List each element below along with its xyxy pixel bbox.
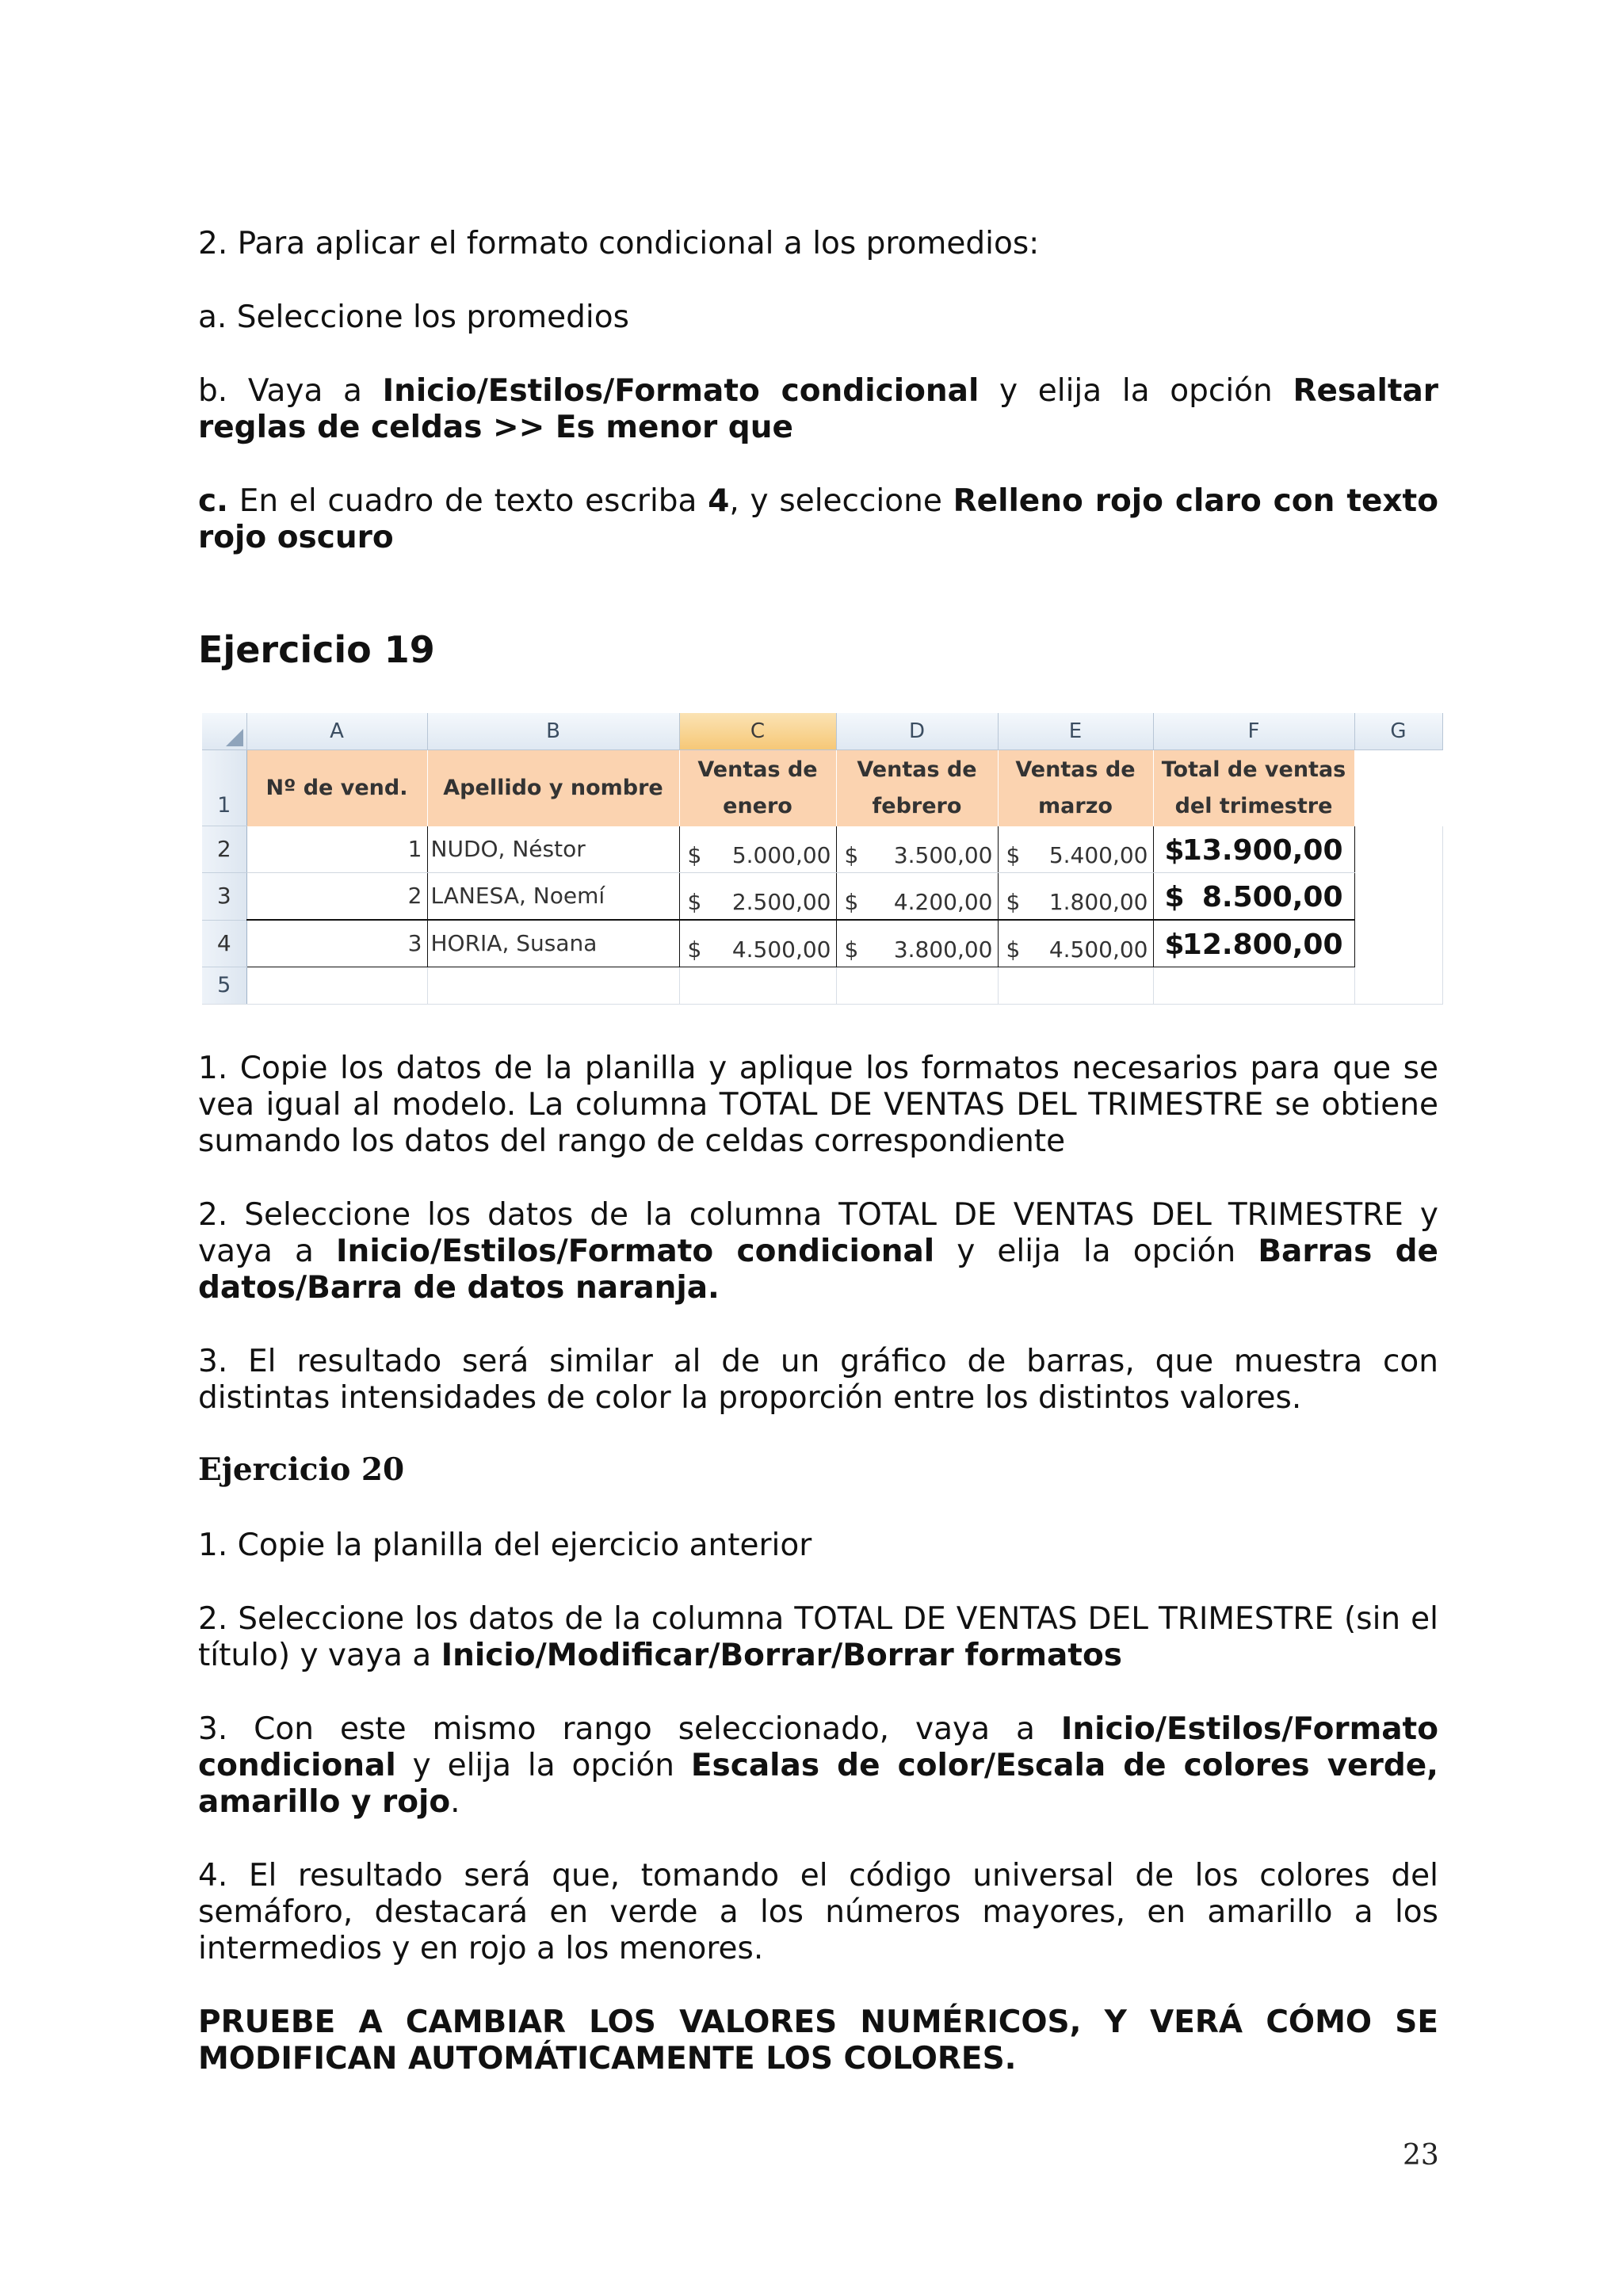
- cell-enero[interactable]: $ 5.000,00: [679, 826, 836, 873]
- header-ventas-febrero[interactable]: Ventas de febrero: [836, 750, 998, 826]
- step-c: c. En el cuadro de texto escriba 4, y seleccione Relleno rojo claro con texto rojo oscuro: [198, 483, 1438, 555]
- intro-paragraph: 2. Para aplicar el formato condicional a los promedios:: [198, 226, 1040, 261]
- cell-nombre[interactable]: NUDO, Néstor: [427, 826, 679, 873]
- header-num-vendedor[interactable]: Nº de vend.: [246, 750, 427, 826]
- table-header-row: [202, 750, 1442, 826]
- cell-marzo[interactable]: $ 5.400,00: [998, 826, 1153, 873]
- row-header-5[interactable]: 5: [202, 967, 246, 1005]
- ejercicio-19-title: Ejercicio 19: [198, 628, 435, 671]
- spreadsheet: [202, 713, 1443, 1005]
- cell-vendedor-num[interactable]: 3: [246, 920, 427, 967]
- table-row-empty: [202, 967, 1442, 1005]
- cell-vendedor-num[interactable]: 2: [246, 873, 427, 921]
- ej20-note: PRUEBE A CAMBIAR LOS VALORES NUMÉRICOS, Y VERÁ CÓMO SE MODIFICAN AUTOMÁTICAMENTE LOS COLORES.: [198, 2004, 1438, 2077]
- cell-total[interactable]: $ 13.900,00: [1153, 826, 1354, 873]
- row-header-1[interactable]: 1: [202, 750, 246, 826]
- ej20-step-3: 3. Con este mismo rango seleccionado, vaya a Inicio/Estilos/Formato condicional y elija la opción Escalas de color/Escala de colores verde, amarillo y rojo.: [198, 1711, 1438, 1820]
- header-ventas-marzo[interactable]: Ventas de marzo: [998, 750, 1153, 826]
- table-row: [202, 920, 1442, 967]
- cell-febrero[interactable]: $ 3.500,00: [836, 826, 998, 873]
- cell-enero[interactable]: $ 2.500,00: [679, 873, 836, 921]
- cell-total[interactable]: $ 8.500,00: [1153, 873, 1354, 921]
- table-row: [202, 873, 1442, 921]
- cell-e5[interactable]: [998, 967, 1153, 1005]
- header-ventas-enero[interactable]: Ventas de enero: [679, 750, 836, 826]
- column-header-c[interactable]: C: [679, 713, 836, 750]
- cell-febrero[interactable]: $ 4.200,00: [836, 873, 998, 921]
- column-header-b[interactable]: B: [427, 713, 679, 750]
- cell-febrero[interactable]: $ 3.800,00: [836, 920, 998, 967]
- step-a: a. Seleccione los promedios: [198, 299, 629, 335]
- cell-f5[interactable]: [1153, 967, 1354, 1005]
- step-b: b. Vaya a Inicio/Estilos/Formato condicional y elija la opción Resaltar reglas de celdas >> Es menor que: [198, 373, 1439, 445]
- cell-c5[interactable]: [679, 967, 836, 1005]
- column-header-a[interactable]: A: [246, 713, 427, 750]
- ej20-step-2: 2. Seleccione los datos de la columna TOTAL DE VENTAS DEL TRIMESTRE (sin el título) y vaya a Inicio/Modificar/Borrar/Borrar formatos: [198, 1601, 1438, 1673]
- cell-g1[interactable]: [1354, 750, 1442, 826]
- ej19-step-2: 2. Seleccione los datos de la columna TOTAL DE VENTAS DEL TRIMESTRE y vaya a Inicio/Estilos/Formato condicional y elija la opción Barras de datos/Barra de datos naranja.: [198, 1197, 1438, 1306]
- cell-a5[interactable]: [246, 967, 427, 1005]
- ej20-step-4: 4. El resultado será que, tomando el código universal de los colores del semáforo, destacará en verde a los números mayores, en amarillo a los intermedios y en rojo a los menores.: [198, 1858, 1438, 1966]
- page-content: [198, 226, 1438, 2077]
- cell-b5[interactable]: [427, 967, 679, 1005]
- ej19-step-3: 3. El resultado será similar al de un gráfico de barras, que muestra con distintas intensidades de color la proporción entre los distintos valores.: [198, 1344, 1438, 1416]
- cell-marzo[interactable]: $ 1.800,00: [998, 873, 1153, 921]
- cell-nombre[interactable]: HORIA, Susana: [427, 920, 679, 967]
- cell-total[interactable]: $ 12.800,00: [1153, 920, 1354, 967]
- header-total-trimestre[interactable]: Total de ventas del trimestre: [1153, 750, 1354, 826]
- page-number: 23: [1403, 2139, 1439, 2172]
- select-all-corner[interactable]: [202, 713, 246, 750]
- table-row: [202, 826, 1442, 873]
- cell-enero[interactable]: $ 4.500,00: [679, 920, 836, 967]
- column-header-g[interactable]: G: [1354, 713, 1442, 750]
- column-header-f[interactable]: F: [1153, 713, 1354, 750]
- ej20-step-1: 1. Copie la planilla del ejercicio anterior: [198, 1527, 812, 1563]
- cell-marzo[interactable]: $ 4.500,00: [998, 920, 1153, 967]
- cell-g5[interactable]: [1354, 967, 1442, 1005]
- row-header-3[interactable]: 3: [202, 873, 246, 921]
- cell-vendedor-num[interactable]: 1: [246, 826, 427, 873]
- ejercicio-20-title: Ejercicio 20: [198, 1451, 405, 1488]
- column-header-row: [202, 713, 1442, 750]
- row-header-2[interactable]: 2: [202, 826, 246, 873]
- row-header-4[interactable]: 4: [202, 920, 246, 967]
- cell-g3[interactable]: [1354, 873, 1442, 921]
- header-apellido-nombre[interactable]: Apellido y nombre: [427, 750, 679, 826]
- cell-g4[interactable]: [1354, 920, 1442, 967]
- cell-nombre[interactable]: LANESA, Noemí: [427, 873, 679, 921]
- cell-g2[interactable]: [1354, 826, 1442, 873]
- cell-d5[interactable]: [836, 967, 998, 1005]
- column-header-d[interactable]: D: [836, 713, 998, 750]
- column-header-e[interactable]: E: [998, 713, 1153, 750]
- ej19-step-1: 1. Copie los datos de la planilla y aplique los formatos necesarios para que se vea igual al modelo. La columna TOTAL DE VENTAS DEL TRIMESTRE se obtiene sumando los datos del rango de celdas correspondiente: [198, 1051, 1438, 1159]
